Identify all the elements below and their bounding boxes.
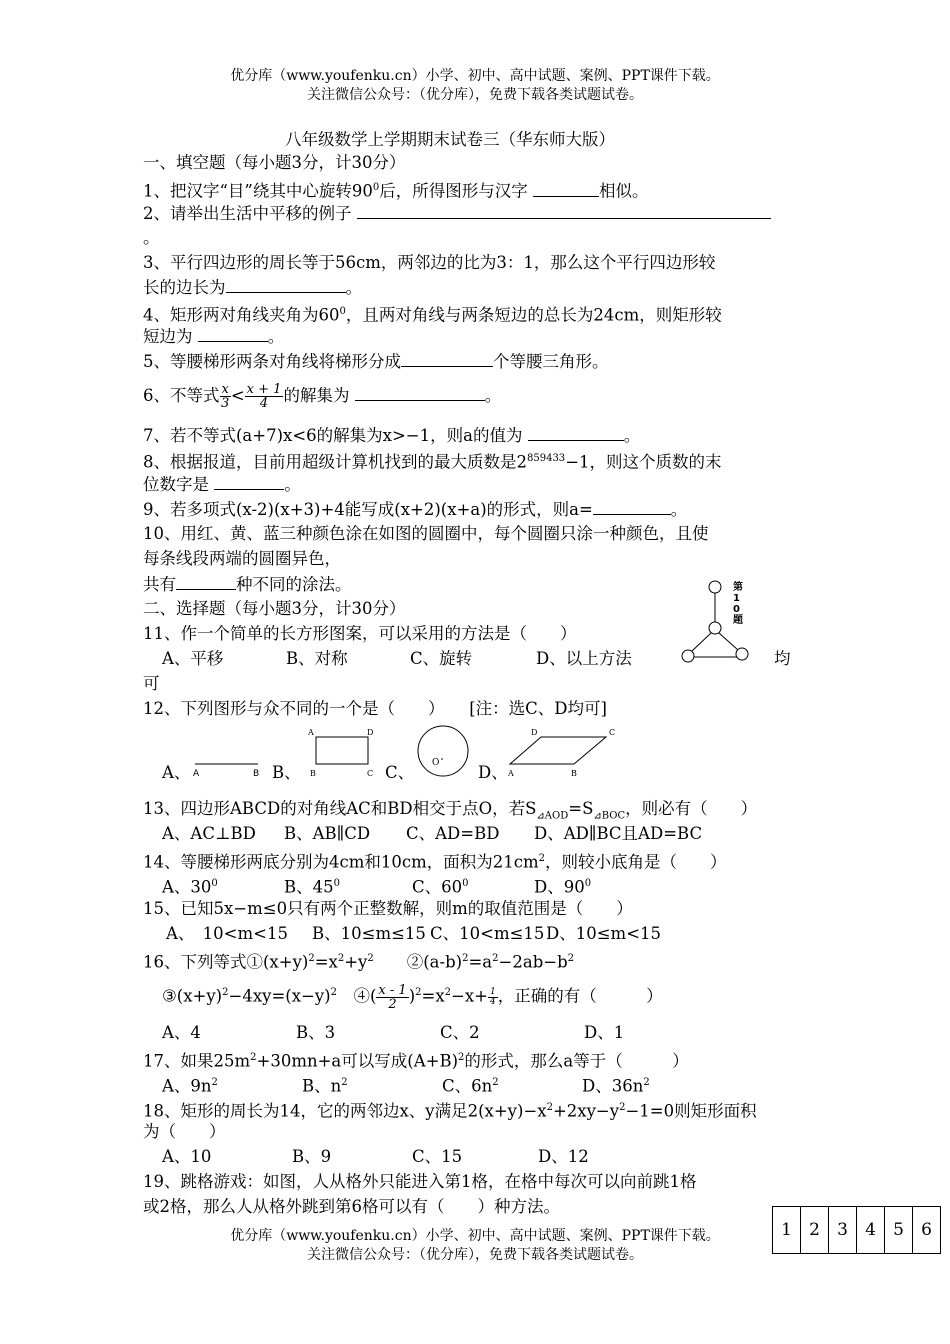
circle-figure: [414, 722, 472, 780]
question-15-options: A、 10<m<15 B、10≤m≤15 C、10<m≤15D、10≤m<15: [166, 924, 662, 943]
svg-text:B: B: [310, 769, 316, 778]
question-11-options: A、平移 B、对称 C、旋转 D、以上方法: [162, 649, 632, 668]
question-8-cont: 位数字是 。: [143, 475, 301, 494]
svg-text:B: B: [571, 769, 577, 778]
answer-blank: [533, 180, 599, 197]
section-2-heading: 二、选择题（每小题3分，计30分）: [143, 599, 406, 618]
svg-text:A: A: [508, 769, 514, 778]
question-17: 17、如果$25m^2+30mn+a$可以写成$(A+B)^2$的形式，那么a等于（ ）: [143, 1051, 689, 1071]
question-15: 15、已知5x−m≤0只有两个正整数解，则m的取值范围是（ ）: [143, 899, 633, 918]
svg-text:A: A: [193, 769, 200, 779]
question-14-options: A、$30^0$ B、$45^0$ C、$60^0$ D、$90^0$: [162, 877, 592, 897]
fraction: $\frac{x + 1}{4}$: [246, 382, 282, 411]
question-4-cont: 短边为 。: [143, 327, 285, 346]
svg-text:C: C: [609, 728, 616, 737]
grid-cell: 4: [857, 1207, 885, 1254]
question-12: 12、下列图形与众不同的一个是（ ） [注：选C、D均可]: [143, 699, 607, 718]
answer-blank: [355, 384, 485, 401]
question-13-options: A、AC⊥BD B、AB∥CD C、AD=BD D、AD∥BC且AD=BC: [162, 824, 703, 843]
question-11-tail: 均: [774, 649, 791, 668]
question-3: 3、平行四边形的周长等于56cm，两邻边的比为3：1，那么这个平行四边形较: [143, 253, 716, 272]
grid-cell: 5: [885, 1207, 913, 1254]
question-19: 19、跳格游戏：如图，人从格外只能进入第1格，在格中每次可以向前跳1格: [143, 1172, 697, 1191]
question-11: 11、作一个简单的长方形图案，可以采用的方法是（ ）: [143, 624, 577, 643]
option-a-label: A、: [162, 763, 191, 782]
question-4: 4、矩形两对角线夹角为$60^0$，且两对角线与两条短边的总长为24cm，则矩形较: [143, 305, 722, 325]
question-7: 7、若不等式(a+7)x<6的解集为x>−1，则a的值为 。: [143, 426, 641, 445]
svg-text:D: D: [531, 728, 538, 737]
question-3-cont: 长的边长为 。: [143, 278, 362, 297]
question-10: 10、用红、黄、蓝三种颜色涂在如图的圆圈中，每个圆圈只涂一种颜色，且使: [143, 524, 709, 543]
option-c-label: C、: [385, 763, 415, 782]
grid-cell: 2: [801, 1207, 829, 1254]
option-b-label: B、: [272, 763, 301, 782]
question-5: 5、等腰梯形两条对角线将梯形分成 个等腰三角形。: [143, 352, 609, 371]
rectangle-figure: [305, 726, 381, 778]
question-8: 8、根据报道，目前用超级计算机找到的最大质数是$2^{859433}-1$，则这个质数的末: [143, 452, 722, 472]
question-18: 18、矩形的周长为14，它的两邻边x、y满足$2(x+y)-x^2+2xy-y^2-1=0$则矩形面积: [143, 1101, 757, 1121]
section-1-heading: 一、填空题（每小题3分，计30分）: [143, 153, 406, 172]
question-18-cont: 为（ ）: [143, 1122, 226, 1141]
grid-cell: 3: [829, 1207, 857, 1254]
question-16-cont: $③(x+y)^2-4xy=(x-y)^2$ ④( $\frac{x - 1}{2}$ )$^2=x^2-x+$ $\frac{1}{4}$ ，正确的有（ ）: [162, 982, 663, 1012]
fraction: $\frac{x}{3}$: [221, 382, 230, 411]
question-14: 14、等腰梯形两底分别为4cm和10cm，面积为$21cm^2$，则较小底角是（ ）: [143, 852, 727, 872]
header-line-2: 关注微信公众号：（优分库），免费下载各类试题试卷。: [307, 87, 643, 103]
page-title: 八年级数学上学期期末试卷三（华东师大版）: [285, 130, 615, 149]
answer-blank: [176, 573, 236, 590]
fraction: $\frac{1}{4}$: [489, 986, 496, 1007]
answer-blank: [214, 473, 284, 490]
answer-blank: [198, 325, 268, 342]
header-line-1: 优分库（www.youfenku.cn）小学、初中、高中试题、案例、PPT课件下载。: [230, 68, 720, 84]
question-17-options: A、$9n^2$ B、$n^2$ C、$6n^2$ D、$36n^2$: [162, 1076, 650, 1096]
question-11-tail2: 可: [143, 674, 160, 693]
answer-blank: [357, 202, 771, 219]
svg-text:B: B: [253, 769, 260, 779]
option-d-label: D、: [478, 763, 508, 782]
svg-text:A: A: [308, 728, 314, 737]
figure-10-label: 第10题: [733, 582, 743, 626]
footer-line-1: 优分库（www.youfenku.cn）小学、初中、高中试题、案例、PPT课件下载。: [230, 1228, 720, 1244]
answer-blank: [528, 424, 624, 441]
grid-cell: 1: [773, 1207, 801, 1254]
question-16: 16、下列等式$①(x+y)^2=x^2+y^2$ $②(a-b)^2=a^2-2ab-b^2$: [143, 952, 575, 972]
answer-blank: [593, 498, 671, 515]
question-18-options: A、10 B、9 C、15 D、12: [162, 1147, 589, 1166]
question-10-cont2: 共有 种不同的涂法。: [143, 575, 352, 594]
answer-blank: [401, 350, 493, 367]
svg-text:D: D: [367, 728, 374, 737]
answer-blank: [226, 276, 346, 293]
question-2-cont: 。: [143, 228, 160, 247]
question-13: 13、四边形ABCD的对角线AC和BD相交于点O，若$S_{⊿AOD}=S_{⊿BOC}$，则必有（ ）: [143, 799, 758, 822]
question-10-cont: 每条线段两端的圆圈异色，: [143, 549, 341, 568]
question-6: 6、不等式 $\frac{x}{3}$ < $\frac{x + 1}{4}$ 的解集为 。: [143, 382, 502, 411]
question-9: 9、若多项式(x-2)(x+3)+4能写成(x+2)(x+a)的形式，则a= 。: [143, 500, 688, 519]
question-2: 2、请举出生活中平移的例子: [143, 202, 771, 225]
question-19-cont: 或2格，那么人从格外跳到第6格可以有（ ）种方法。: [143, 1197, 560, 1216]
triangle-circles-figure: [678, 578, 758, 668]
grid-cell: 6: [913, 1207, 941, 1254]
footer-line-2: 关注微信公众号：（优分库），免费下载各类试题试卷。: [307, 1247, 643, 1263]
question-16-options: A、4 B、3 C、2 D、1: [162, 1023, 625, 1042]
svg-text:O: O: [432, 758, 440, 768]
svg-text:C: C: [367, 769, 374, 778]
question-1: 1、把汉字“目”绕其中心旋转$90^0$后，所得图形与汉字 相似。: [143, 181, 649, 201]
parallelogram-figure: [505, 726, 623, 778]
fraction: $\frac{x - 1}{2}$: [378, 982, 407, 1012]
line-segment-figure: [190, 756, 264, 780]
